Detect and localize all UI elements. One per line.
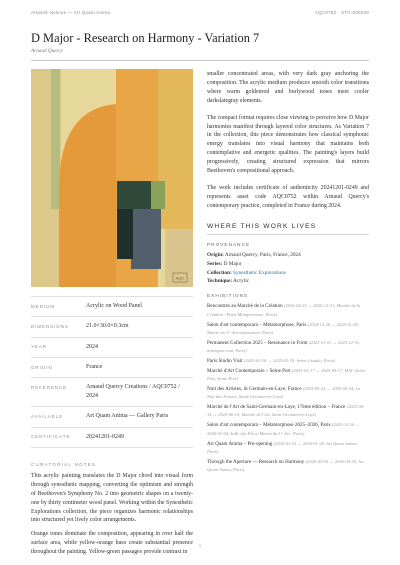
exhibition-detail: (2026-03-05 → 2026-04-30, Art Quam Anima, Paris) <box>207 458 364 472</box>
provenance-origin <box>207 251 369 260</box>
detail-label: ORIGIN <box>31 364 53 370</box>
exhibitions-list <box>207 302 369 476</box>
detail-value: Acrylic on Wood Panel <box>86 303 142 309</box>
exhibition-name: Rencontres au Marché de la Création <box>207 303 283 310</box>
left-column <box>31 69 193 557</box>
provenance-technique <box>207 277 369 286</box>
provenance-value: Arnaud Quercy, Paris, France, 2024 <box>224 251 301 258</box>
detail-value: France <box>86 363 103 370</box>
artwork-details <box>31 296 193 448</box>
exhibition-name: Through the Aperture — Research on Harmony <box>207 458 305 465</box>
provenance-value: Acrylic <box>233 278 250 285</box>
detail-value: Art Quam Anima — Gallery Paris <box>86 413 169 420</box>
curatorial-paragraph-2: Orange tones dominate the composition, appearing in over half the surface area, while yellow-orange hues create substantial presence throughout the painting. Yellow-green passages provide contrast in <box>31 531 193 556</box>
exhibition-detail: (2025-12-26 → 2026-01-04, Salle des Fêtes, Mairie du 1ᵉʳ Arr., Paris) <box>207 422 360 436</box>
exhibitions-heading: EXHIBITIONS <box>207 293 249 299</box>
exhibition-detail: (2025-05-24 → 2025-05-24, La Nuit des Artistes, Saint-Germain-en-Laye) <box>207 385 361 400</box>
detail-row-available <box>31 406 193 426</box>
provenance-label: Technique: <box>207 278 233 285</box>
exhibition-name: Marché d'Art Contemporain – Seine Port <box>207 367 291 374</box>
artwork-green-panel <box>151 181 165 209</box>
header-reference: AQC0752 · STC-000249 <box>314 10 369 15</box>
detail-value: Arnaud Quercy Creations / AQC0752 / 2024 <box>86 384 180 399</box>
provenance-label: Collection: <box>207 269 232 276</box>
detail-value: 20241201-0249 <box>86 433 124 440</box>
exhibition-name: Salon d'art contemporain – Métamorphose 2025–2026, Paris <box>207 422 331 429</box>
curatorial-paragraph-3: smaller concentrated areas, with very dark gray anchoring the composition. The acrylic medium produces smooth color transitions where warm goldenrod and burlywood tones meet cooler darkslategray elements. <box>207 71 369 104</box>
curatorial-paragraph-4: The compact format requires close viewing to perceive how D Major harmonies manifest through layered color structures. As Variation 7 in the collection, this piece demonstrates how classical symphonic energy translates into visual harmony that maintains both contemplative and energetic qualities. The painting's layers build progressively, creating structured expression that mirrors Beethoven's compositional approach. <box>207 114 369 175</box>
detail-label: MEDIUM <box>31 303 55 309</box>
exhibition-detail: (2025-05-17 → 2025-05-17, MAC Seine-Port, Seine-Port) <box>207 367 367 382</box>
curatorial-heading: CURATORIAL NOTES <box>31 461 97 467</box>
detail-label: YEAR <box>31 344 47 350</box>
exhibition-item <box>207 385 369 403</box>
page-title: D Major - Research on Harmony - Variation 7 <box>31 31 260 45</box>
artwork-green-strip <box>51 69 60 209</box>
artwork-slate-block <box>131 209 161 269</box>
exhibition-detail: (2026-04-23 → 2026-12-31, Marché de la Création - Paris Montparnasse, Paris) <box>207 303 361 317</box>
exhibition-item <box>207 403 369 421</box>
provenance-heading: PROVENANCE <box>207 241 251 247</box>
page-number: 1 <box>198 543 202 548</box>
exhibition-name: Salon d'art contemporain – Métamorphose, Paris <box>207 321 307 328</box>
exhibition-detail: (2025-06-14 → 2025-06-15, Marché de l'Art, Saint-Germain-en-Laye) <box>207 404 365 418</box>
detail-label: DIMENSIONS <box>31 324 69 330</box>
exhibition-item <box>207 357 369 367</box>
exhibition-detail: (2025-02-18 → 2025-02-18, Artist's Studio, Paris) <box>243 357 336 363</box>
title-divider <box>31 60 369 61</box>
detail-row-dimensions <box>31 316 193 336</box>
artwork-signature: AQC <box>175 275 185 281</box>
running-header <box>31 10 369 20</box>
exhibition-detail: (2025-01-01 → 2025-12-31, artmajeur.com, Paris) <box>207 339 361 353</box>
detail-label: AVAILABLE <box>31 414 64 420</box>
exhibition-name: Paris Studio Visit <box>207 357 243 364</box>
provenance-series <box>207 260 369 269</box>
collection-link[interactable]: Synesthetic Explorations <box>233 269 286 276</box>
detail-row-year <box>31 337 193 357</box>
provenance-collection <box>207 269 369 278</box>
provenance-value: D Major <box>223 260 242 267</box>
provenance-label: Origin: <box>207 251 224 258</box>
artwork-image <box>31 69 193 287</box>
provenance-label: Series: <box>207 260 223 267</box>
right-column <box>207 70 369 476</box>
detail-row-origin <box>31 357 193 377</box>
exhibition-item <box>207 321 369 339</box>
exhibition-name: Art Quam Anima – Pre-opening <box>207 440 273 447</box>
exhibition-item <box>207 421 369 439</box>
detail-label: CERTIFICATE <box>31 434 71 440</box>
exhibition-item <box>207 440 369 458</box>
detail-label: REFERENCE <box>31 384 68 390</box>
exhibition-item <box>207 367 369 385</box>
exhibition-item <box>207 302 369 320</box>
artwork-deep-block <box>117 209 133 259</box>
detail-row-reference <box>31 377 193 406</box>
artist-name: Arnaud Quercy <box>31 48 63 54</box>
artwork-dark-panel <box>117 181 151 209</box>
header-collection: Artwork Notices — Art Quam Anima <box>31 10 111 15</box>
exhibition-name: Permanent Collection 2025 – Resonance in Form <box>207 339 308 346</box>
exhibition-item <box>207 458 369 476</box>
exhibition-name: Marché de l'Art de Saint-Germain-en-Laye, 17ème édition – France <box>207 404 346 411</box>
curatorial-paragraph-5: The work includes certificate of authenticity 20241201-0249 and represents asset code AQC0752 within Arnaud Quercy's contemporary practice, completed in France during 2024. <box>207 184 369 209</box>
curatorial-paragraph-1: This acrylic painting translates the D Major chord into visual form through synesthetic mapping, converting the optimism and strength of Beethoven's Symphony No. 2 into geometric shapes on a twenty-one by thirty centimeter wood panel. Working within the Synesthetic Explorations collection, the piece organizes harmonic relationships into structured yet lively color arrangements. <box>31 472 193 524</box>
where-heading: WHERE THIS WORK LIVES <box>207 223 369 235</box>
exhibition-item <box>207 339 369 357</box>
exhibition-detail: (2026-01-15 → 2026-01-29, Art Quam Anima, Paris) <box>207 440 358 454</box>
detail-value: 2024 <box>86 343 98 350</box>
detail-row-medium <box>31 296 193 316</box>
exhibition-name: Nuit des Artistes, St Germain-en-Laye, France <box>207 385 302 392</box>
detail-row-certificate <box>31 427 193 448</box>
detail-value: 21.0×30.0×0.3cm <box>86 323 129 330</box>
exhibition-detail: (2024-12-26 → 2025-01-05, Mairie du 1ᵉʳ Arrondissement, Paris) <box>207 321 360 335</box>
provenance-list <box>207 251 369 287</box>
